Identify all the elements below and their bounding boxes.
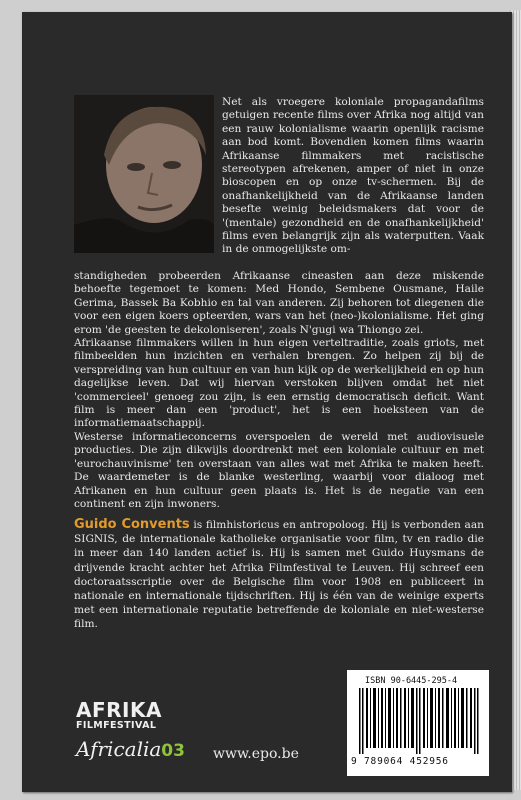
author-bio-text: is filmhistoricus en antropoloog. Hij is verbonden aan SIGNIS, de internationale katholieke organisatie voor film, tv en radio die in meer dan 140 landen actief is. Hij is samen met Guido Huysmans de drijvende kracht achter het Afrika Filmfestival te Leuven. Hij schreef een doctoraatsscriptie over de Belgische film voor 1908 en publiceert in nationale en internationale tijdschriften. Hij is één van de weinige experts met een internationale reputatie betreffende de koloniale en niet-westerse film.: [74, 519, 484, 631]
author-photo: [74, 95, 214, 253]
logo-afrika-text: AFRIKA: [76, 698, 162, 722]
ean-number: 9 789064 452956: [351, 756, 449, 767]
logo-africalia-text: Africalia: [76, 737, 162, 761]
intro-text-column: [222, 96, 484, 257]
barcode-panel: [347, 670, 489, 776]
body-paragraph-2: Afrikaanse filmmakers willen in hun eigen verteltraditie, zoals griots, met filmbeelden hun inzichten en verhalen brengen. Zo helpen zij bij de verspreiding van hun cultuur en van hun kijk op de werkelijkheid en op hun dagelijkse leven. Dat wij hiervan verstoken blijven omdat het niet 'commercieel' genoeg zou zijn, is een ernstig democratisch deficit. Want film is meer dan een 'product', het is een hoeksteen van de informatiemaatschappij.: [74, 337, 484, 430]
logo-africalia-year: 03: [161, 741, 185, 761]
author-name: Guido Convents: [74, 517, 190, 532]
publisher-website: www.epo.be: [213, 746, 299, 762]
body-text: [74, 270, 484, 511]
afrika-filmfestival-logo: [76, 700, 162, 731]
logo-filmfestival-text: FILMFESTIVAL: [76, 720, 157, 731]
africalia-logo: [76, 737, 185, 761]
body-paragraph-3: Westerse informatieconcerns overspoelen de wereld met audiovisuele producties. Die zijn dikwijls doordrenkt met een koloniale cultuur en met 'eurochauvinisme' ten overstaan van alles wat met Afrika te maken heeft. De waardemeter is de blanke westerling, waarbij voor dialoog met Afrikanen en hun cultuur geen plaats is. Het is de negatie van een continent en zijn inwoners.: [74, 430, 484, 510]
intro-paragraph: Net als vroegere koloniale propagandafilms getuigen recente films over Afrika nog altijd van een rauw kolonialisme waarin openlijk racisme aan bod komt. Bovendien komen films waarin Afrikaanse filmmakers met racistische stereotypen afrekenen, amper of niet in onze bioscopen en op onze tv-schermen. Bij de onafhankelijkheid van de Afrikaanse landen besefte weinig beleidsmakers dat voor de '(mentale) gezondheid en de onafhankelijkheid' films even belangrijk zijn als waterputten. Vaak in de onmogelijkste om-: [222, 96, 484, 256]
barcode-icon: [357, 688, 481, 754]
body-paragraph-1: standigheden probeerden Afrikaanse cineasten aan deze miskende behoefte tegemoet te komen: Med Hondo, Sembene Ousmane, Haile Gerima, Bassek Ba Kobhio en tal van anderen. Zij behoren tot diegenen die voor een eigen koers opteerden, wars van het (neo-)kolonialisme. Het ging erom 'de geesten te dekoloniseren', zoals N'gugi wa Thiongo zei.: [74, 270, 484, 336]
author-bio: [74, 518, 484, 632]
isbn-number: ISBN 90-6445-295-4: [365, 676, 458, 686]
